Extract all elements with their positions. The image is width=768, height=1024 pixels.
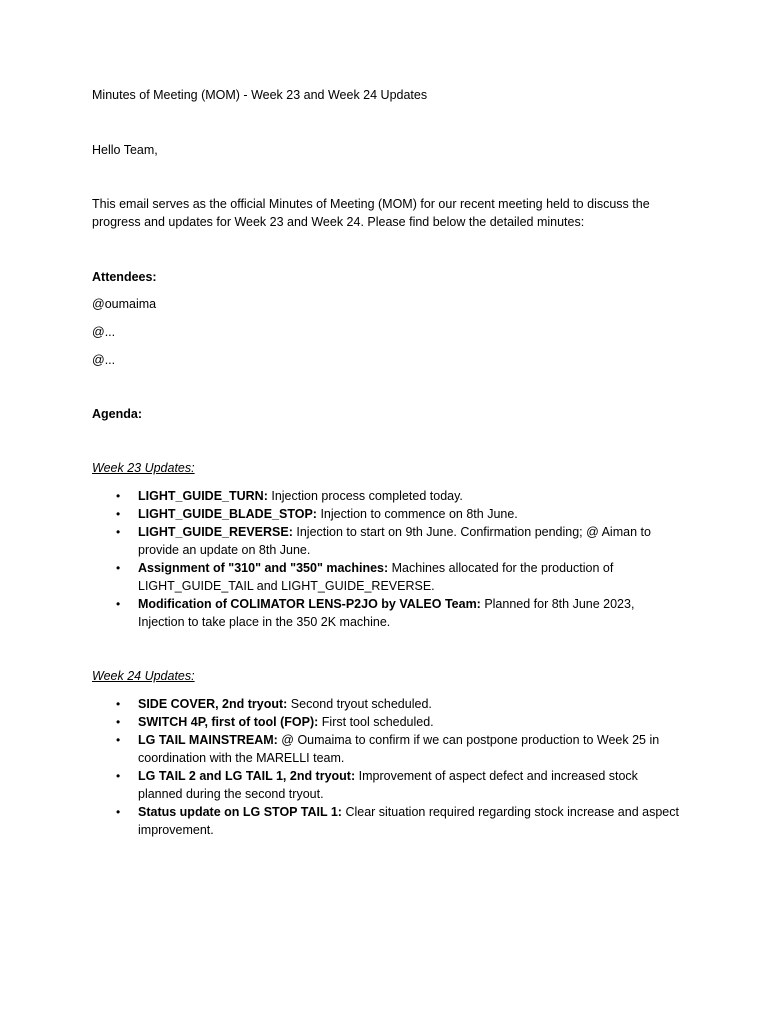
list-item: [92, 487, 682, 505]
item-text: Injection to commence on 8th June.: [316, 507, 518, 521]
item-label: LIGHT_GUIDE_TURN:: [138, 489, 268, 503]
item-text: Planned for 8th June 2023, Injection to take place in the 350 2K machine.: [138, 597, 635, 629]
bullet-icon: •: [116, 489, 121, 503]
item-text: Clear situation required regarding stock increase and aspect improvement.: [138, 805, 679, 837]
item-text: @ Oumaima to confirm if we can postpone production to Week 25 in coordination with the MARELLI team.: [138, 733, 660, 765]
week24-heading: Week 24 Updates:: [92, 669, 195, 683]
attendee-3: @...: [92, 353, 116, 367]
item-label: Assignment of "310" and "350" machines:: [138, 561, 389, 575]
attendee-2: @...: [92, 325, 116, 339]
list-item: [92, 695, 682, 713]
intro-paragraph: This email serves as the official Minutes of Meeting (MOM) for our recent meeting held to discuss the progress and updates for Week 23 and Week 24. Please find below the detailed minutes:: [92, 197, 650, 229]
list-item: [92, 713, 682, 731]
bullet-icon: •: [116, 597, 121, 611]
attendees-label: Attendees:: [92, 270, 157, 284]
bullet-icon: •: [116, 697, 121, 711]
greeting: Hello Team,: [92, 143, 158, 157]
list-item: [92, 767, 682, 803]
week23-heading: Week 23 Updates:: [92, 461, 195, 475]
item-label: LG TAIL MAINSTREAM:: [138, 733, 278, 747]
list-item: [92, 559, 682, 595]
bullet-icon: •: [116, 507, 121, 521]
item-label: Modification of COLIMATOR LENS-P2JO by VALEO Team:: [138, 597, 481, 611]
bullet-icon: •: [116, 805, 121, 819]
bullet-icon: •: [116, 561, 121, 575]
item-text: Injection process completed today.: [267, 489, 463, 503]
week24-list: [92, 695, 682, 839]
item-label: LIGHT_GUIDE_REVERSE:: [138, 525, 293, 539]
agenda-label: Agenda:: [92, 407, 142, 421]
attendee-1: @oumaima: [92, 297, 157, 311]
list-item: [92, 523, 682, 559]
document-title: Minutes of Meeting (MOM) - Week 23 and Week 24 Updates: [92, 88, 428, 102]
week23-list: [92, 487, 682, 631]
item-label: SWITCH 4P, first of tool (FOP):: [138, 715, 319, 729]
item-label: Status update on LG STOP TAIL 1:: [138, 805, 342, 819]
item-text: Improvement of aspect defect and increased stock planned during the second tryout.: [138, 769, 638, 801]
item-label: LIGHT_GUIDE_BLADE_STOP:: [138, 507, 317, 521]
list-item: [92, 803, 682, 839]
list-item: [92, 595, 682, 631]
bullet-icon: •: [116, 715, 121, 729]
bullet-icon: •: [116, 769, 121, 783]
bullet-icon: •: [116, 525, 121, 539]
bullet-icon: •: [116, 733, 121, 747]
item-text: Second tryout scheduled.: [287, 697, 432, 711]
item-label: LG TAIL 2 and LG TAIL 1, 2nd tryout:: [138, 769, 356, 783]
item-text: Machines allocated for the production of LIGHT_GUIDE_TAIL and LIGHT_GUIDE_REVERSE.: [138, 561, 614, 593]
item-text: Injection to start on 9th June. Confirmation pending; @ Aiman to provide an update on 8th June.: [138, 525, 651, 557]
list-item: [92, 731, 682, 767]
list-item: [92, 505, 682, 523]
item-label: SIDE COVER, 2nd tryout:: [138, 697, 288, 711]
item-text: First tool scheduled.: [318, 715, 434, 729]
